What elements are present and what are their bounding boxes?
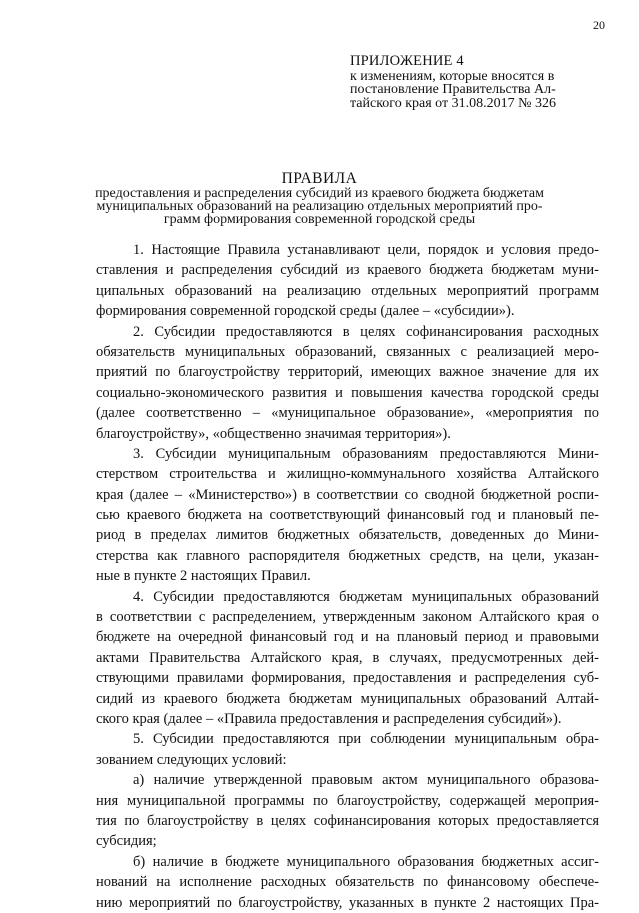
- subitem-a-line: субсидия;: [96, 833, 157, 850]
- appendix-line: к изменениям, которые вносятся в: [350, 68, 555, 84]
- paragraph-4-line: ского края (далее – «Правила предоставления и распределения субсидий»).: [96, 710, 562, 727]
- subitem-a-line: ния муниципальной программы по благоустройству, содержащей мероприя-: [96, 792, 599, 809]
- paragraph-4-line: бюджете на очередной финансовый год и на плановый период и правовыми: [96, 629, 599, 646]
- document-body: [96, 240, 599, 913]
- paragraph-2-line: обязательств муниципальных образований, связанных с реализацией меро-: [96, 343, 599, 360]
- rules-subtitle: [0, 187, 639, 226]
- subtitle-line: муниципальных образований на реализацию отдельных мероприятий про-: [96, 199, 543, 214]
- paragraph-1-line: формирования современной городской среды (далее – «субсидии»).: [96, 303, 515, 320]
- paragraph-3-line: ные в пункте 2 настоящих Правил.: [96, 568, 311, 585]
- paragraph-2-line: благоустройству», «общественно значимая территория»).: [96, 425, 451, 442]
- paragraph-1-line: ставления и распределения субсидий из краевого бюджета бюджетам муни-: [96, 262, 599, 279]
- appendix-title: ПРИЛОЖЕНИЕ 4: [350, 53, 464, 69]
- paragraph-4-line: в соответствии с распределением, утвержденным законом Алтайского края о: [96, 609, 599, 626]
- subtitle-line: грамм формирования современной городской среды: [163, 212, 476, 227]
- paragraph-1-line: ципальных образований на реализацию отдельных мероприятий программ: [96, 282, 599, 299]
- paragraph-2-line: приятий по благоустройству территорий, имеющих важное значение для их: [96, 364, 599, 381]
- paragraph-2-line: 2. Субсидии предоставляются в целях софинансирования расходных: [133, 323, 599, 340]
- appendix-line: постановление Правительства Ал-: [350, 82, 556, 97]
- subitem-b-line: б) наличие в бюджете муниципального образования бюджетных ассиг-: [133, 853, 599, 870]
- paragraph-4-line: сидий из краевого бюджета бюджетам муниципальных образований Алтай-: [96, 690, 599, 707]
- paragraph-5-line: зованием следующих условий:: [96, 751, 287, 768]
- subtitle-line: предоставления и распределения субсидий из краевого бюджета бюджетам: [95, 186, 544, 201]
- paragraph-4-line: актами Правительства Алтайского края, в случаях, предусмотренных дей-: [96, 649, 599, 666]
- subitem-a-line: тия по благоустройству в целях софинансирования которых предоставляется: [96, 812, 599, 829]
- subitem-b-line: нований на исполнение расходных обязательств по финансовому обеспече-: [96, 874, 599, 891]
- paragraph-3-line: края (далее – «Министерство») в соответствии со сводной бюджетной роспи-: [96, 486, 599, 503]
- paragraph-2-line: (далее соответственно – «муниципальное образование», «мероприятия по: [96, 405, 599, 422]
- paragraph-1-line: 1. Настоящие Правила устанавливают цели, порядок и условия предо-: [133, 242, 599, 258]
- paragraph-3-line: сью краевого бюджета на соответствующий финансовый год и плановый пе-: [96, 507, 599, 524]
- subitem-b-line: нию мероприятий по благоустройству, указанных в пункте 2 настоящих Пра-: [96, 894, 599, 911]
- paragraph-4-line: 4. Субсидии предоставляются бюджетам муниципальных образований: [133, 588, 599, 605]
- paragraph-3-line: стерства как главного распорядителя бюджетных средств, на цели, указан-: [96, 547, 599, 564]
- rules-title: ПРАВИЛА: [281, 170, 358, 187]
- subitem-a-line: а) наличие утвержденной правовым актом муниципального образова-: [133, 772, 599, 789]
- paragraph-3-line: стерством строительства и жилищно-коммунального хозяйства Алтайского: [96, 466, 599, 483]
- paragraph-4-line: ствующими правилами формирования, предоставления и распределения суб-: [96, 670, 599, 687]
- paragraph-2-line: социально-экономического развития и повышения качества городской среды: [96, 384, 599, 401]
- page-number: 20: [593, 18, 605, 32]
- paragraph-3-line: 3. Субсидии муниципальным образованиям предоставляются Мини-: [133, 445, 599, 462]
- appendix-block: [350, 55, 620, 110]
- paragraph-3-line: риод в пределах лимитов бюджетных обязательств, доведенных до Мини-: [96, 527, 599, 544]
- appendix-line: тайского края от 31.08.2017 № 326: [350, 95, 556, 111]
- paragraph-5-line: 5. Субсидии предоставляются при соблюдении муниципальным обра-: [133, 731, 599, 748]
